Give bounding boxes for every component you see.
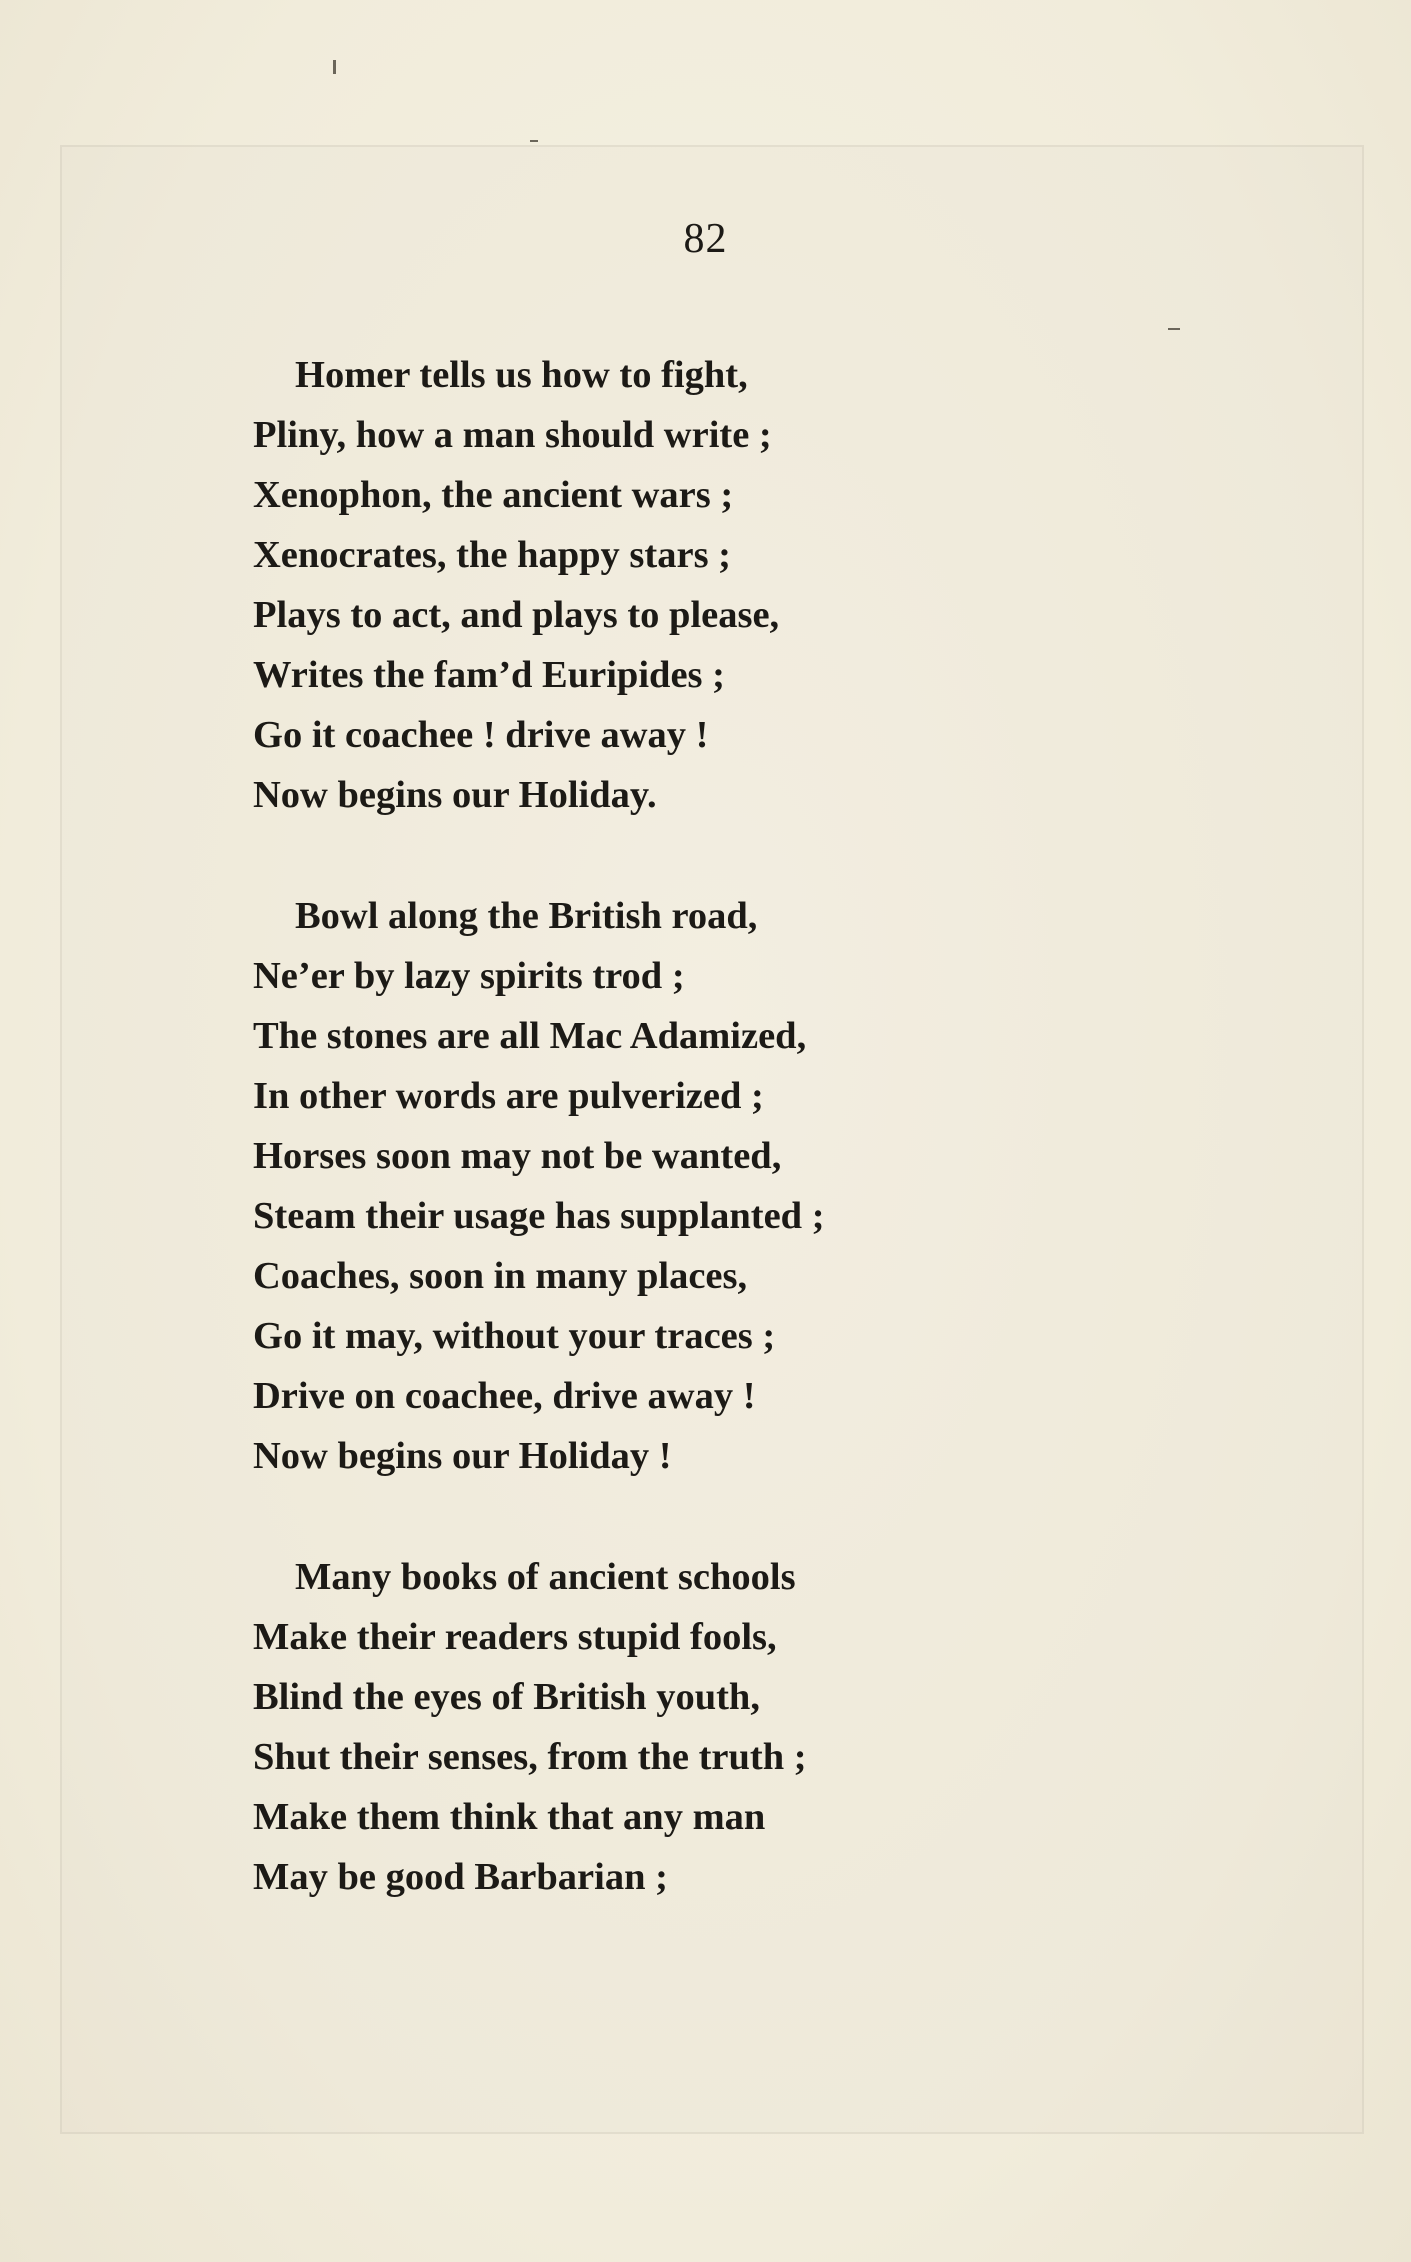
poem-line: Coaches, soon in many places, (253, 1255, 748, 1297)
stanza (253, 345, 825, 825)
poem-line: In other words are pulverized ; (253, 1075, 764, 1117)
poem-line: Now begins our Holiday. (253, 774, 657, 816)
poem-line: Make their readers stupid fools, (253, 1616, 777, 1658)
poem-line: Plays to act, and plays to please, (253, 594, 780, 636)
poem-line: The stones are all Mac Adamized, (253, 1015, 807, 1057)
poem-line: Make them think that any man (253, 1796, 766, 1838)
speck-mark (333, 60, 336, 74)
page-number: 82 (683, 216, 728, 262)
poem-line: Xenocrates, the happy stars ; (253, 534, 731, 576)
poem-line: Xenophon, the ancient wars ; (253, 474, 734, 516)
poem-line: Writes the fam’d Euripides ; (253, 654, 725, 696)
poem-line: Bowl along the British road, (295, 895, 758, 937)
poem-line: Pliny, how a man should write ; (253, 414, 772, 456)
poem-line: Horses soon may not be wanted, (253, 1135, 782, 1177)
speck-mark (530, 140, 538, 142)
speck-mark (1168, 328, 1180, 330)
poem-line: Steam their usage has supplanted ; (253, 1195, 825, 1237)
poem-line: Homer tells us how to fight, (295, 354, 748, 396)
poem-line: May be good Barbarian ; (253, 1856, 668, 1898)
poem-line: Go it coachee ! drive away ! (253, 714, 709, 756)
poem-line: Many books of ancient schools (295, 1556, 796, 1598)
poem-line: Ne’er by lazy spirits trod ; (253, 955, 685, 997)
stanza (253, 886, 825, 1486)
poem-line: Go it may, without your traces ; (253, 1315, 776, 1357)
poem-line: Shut their senses, from the truth ; (253, 1736, 807, 1778)
poem (253, 345, 825, 1968)
poem-line: Now begins our Holiday ! (253, 1435, 672, 1477)
stanza (253, 1547, 825, 1907)
poem-line: Drive on coachee, drive away ! (253, 1375, 756, 1417)
poem-line: Blind the eyes of British youth, (253, 1676, 760, 1718)
